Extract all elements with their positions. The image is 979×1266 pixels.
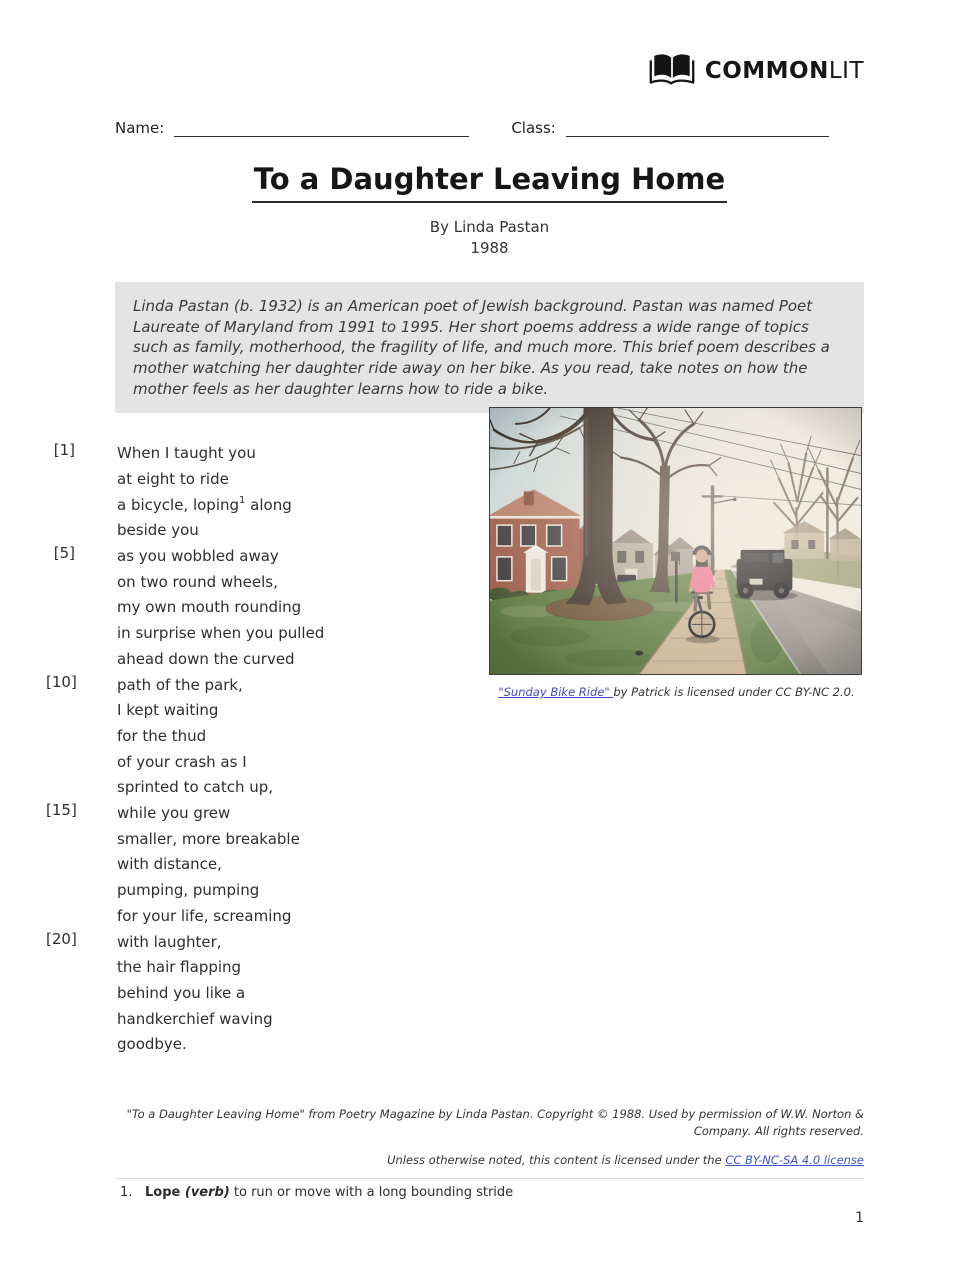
poem-line <box>46 1005 486 1031</box>
byline: By Linda Pastan <box>429 218 550 237</box>
poem-line-number <box>46 850 75 876</box>
poem-line <box>46 671 486 697</box>
poem-line <box>46 465 486 491</box>
footnote-ref: 1 <box>239 494 246 506</box>
photo-caption-text: by Patrick is licensed under CC BY-NC 2.0. <box>613 685 855 699</box>
poem-line-text: in surprise when you pulled <box>117 624 325 643</box>
open-book-icon <box>649 53 695 89</box>
poem-line-number <box>46 645 75 671</box>
poem-line <box>46 953 486 979</box>
poem-line <box>46 696 486 722</box>
name-class-row <box>115 115 864 137</box>
footnote-marker: 1. <box>120 1185 133 1200</box>
poem-line <box>46 593 486 619</box>
poem-line <box>46 773 486 799</box>
poem-line-number <box>46 979 75 1005</box>
author-intro-box: Linda Pastan (b. 1932) is an American poet of Jewish background. Pastan was named Poet Laureate of Maryland from 1991 to 1995. Her short poems address a wide range of topics such as family, motherhood, the fragility of life, and much more. This brief poem describes a mother watching her daughter ride away on her bike. As you read, take notes on how the mother feels as her daughter learns how to ride a bike. <box>115 282 864 413</box>
poem-line-number <box>46 696 75 722</box>
poem-line <box>46 825 486 851</box>
poem-line-text: handkerchief waving <box>117 1009 273 1028</box>
poem-line-text: at eight to ride <box>117 469 229 488</box>
poem-line-number: [1] <box>53 441 75 460</box>
poem-line-number <box>46 722 75 748</box>
poem-line-text: behind you like a <box>117 983 246 1002</box>
poem-line-text: for the thud <box>117 726 207 745</box>
poem-line <box>46 645 486 671</box>
poem-line <box>46 516 486 542</box>
poem-line-number <box>46 876 75 902</box>
poem-line <box>46 748 486 774</box>
poem-line <box>46 979 486 1005</box>
class-label: Class: <box>511 119 556 137</box>
name-blank-line <box>174 121 469 137</box>
poem-line-number <box>46 491 75 517</box>
bike-ride-photo <box>489 407 862 675</box>
poem-line <box>46 1030 486 1056</box>
poem-line-number <box>46 593 75 619</box>
poem-line-text: of your crash as I <box>117 752 247 771</box>
license-prefix: Unless otherwise noted, this content is licensed under the <box>387 1153 726 1168</box>
poem-line-number <box>46 825 75 851</box>
poem-line-number <box>46 953 75 979</box>
poem-line-text: with distance, <box>117 855 222 874</box>
poem-line-text: as you wobbled away <box>117 547 279 566</box>
footnote-divider <box>115 1178 864 1179</box>
poem-line-text: ahead down the curved <box>117 649 295 668</box>
poem-line <box>46 876 486 902</box>
poem-line-text: I kept waiting <box>117 701 219 720</box>
poem-line-number <box>46 619 75 645</box>
poem <box>46 439 486 1056</box>
poem-line-number <box>46 1030 75 1056</box>
footnote-definition <box>120 1185 513 1200</box>
logo-text-common: COMMON <box>704 58 829 84</box>
poem-line-text: with laughter, <box>117 932 222 951</box>
poem-line <box>46 850 486 876</box>
poem-line-text: smaller, more breakable <box>117 829 300 848</box>
poem-line <box>46 619 486 645</box>
photo-caption-link[interactable]: "Sunday Bike Ride" <box>498 685 614 699</box>
logo-text-lit: LIT <box>828 58 864 84</box>
class-blank-line <box>566 121 829 137</box>
poem-line <box>46 799 486 825</box>
title-wrap <box>115 161 864 203</box>
footnote-term: Lope <box>145 1185 185 1200</box>
logo-row <box>115 52 864 90</box>
poem-line <box>46 902 486 928</box>
poem-line-number <box>46 902 75 928</box>
poem-line-text: pumping, pumping <box>117 881 260 900</box>
poem-line-number <box>46 568 75 594</box>
poem-line-text: path of the park, <box>117 675 243 694</box>
poem-line-text: my own mouth rounding <box>117 598 302 617</box>
logo-wordmark <box>705 58 864 84</box>
poem-line-number <box>46 748 75 774</box>
poem-line-number <box>46 773 75 799</box>
poem-line-number <box>46 516 75 542</box>
footnote-text <box>145 1185 513 1200</box>
footnote-part-of-speech: (verb) <box>184 1185 230 1200</box>
poem-line-text: sprinted to catch up, <box>117 778 274 797</box>
name-label: Name: <box>115 119 165 137</box>
poem-line <box>46 491 486 517</box>
poem-line-number: [20] <box>46 929 77 948</box>
poem-line <box>46 439 486 465</box>
poem-line <box>46 928 486 954</box>
poem-line <box>46 568 486 594</box>
commonlit-logo <box>649 53 864 89</box>
photo-caption <box>489 685 864 699</box>
poem-line-number: [5] <box>53 544 75 563</box>
bike-ride-photo-illustration <box>490 408 861 674</box>
poem-line-number: [15] <box>46 801 77 820</box>
page-title: To a Daughter Leaving Home <box>252 161 727 203</box>
license-link[interactable]: CC BY-NC-SA 4.0 license <box>725 1153 864 1168</box>
poem-line-text: while you grew <box>117 804 231 823</box>
poem-line-number <box>46 465 75 491</box>
poem-line-number: [10] <box>46 672 77 691</box>
poem-line-number <box>46 1005 75 1031</box>
poem-line-text: a bicycle, loping$^1$ along <box>117 494 292 514</box>
license-line <box>115 1153 864 1167</box>
page-number: 1 <box>855 1210 864 1226</box>
publication-year: 1988 <box>470 239 509 258</box>
poem-line <box>46 722 486 748</box>
poem-line-text: for your life, screaming <box>117 906 292 925</box>
poem-line-text: goodbye. <box>117 1035 187 1054</box>
poem-line-text: beside you <box>117 521 199 540</box>
poem-line-text: the hair flapping <box>117 958 242 977</box>
poem-line-text: When I taught you <box>117 444 256 463</box>
footnote-gloss: to run or move with a long bounding stride <box>229 1185 514 1200</box>
copyright-attribution: "To a Daughter Leaving Home" from Poetry Magazine by Linda Pastan. Copyright © 1988. Used by permission of W.W. Norton & Company. All rights reserved. <box>126 1107 864 1138</box>
poem-line-text: on two round wheels, <box>117 572 278 591</box>
poem-line <box>46 542 486 568</box>
